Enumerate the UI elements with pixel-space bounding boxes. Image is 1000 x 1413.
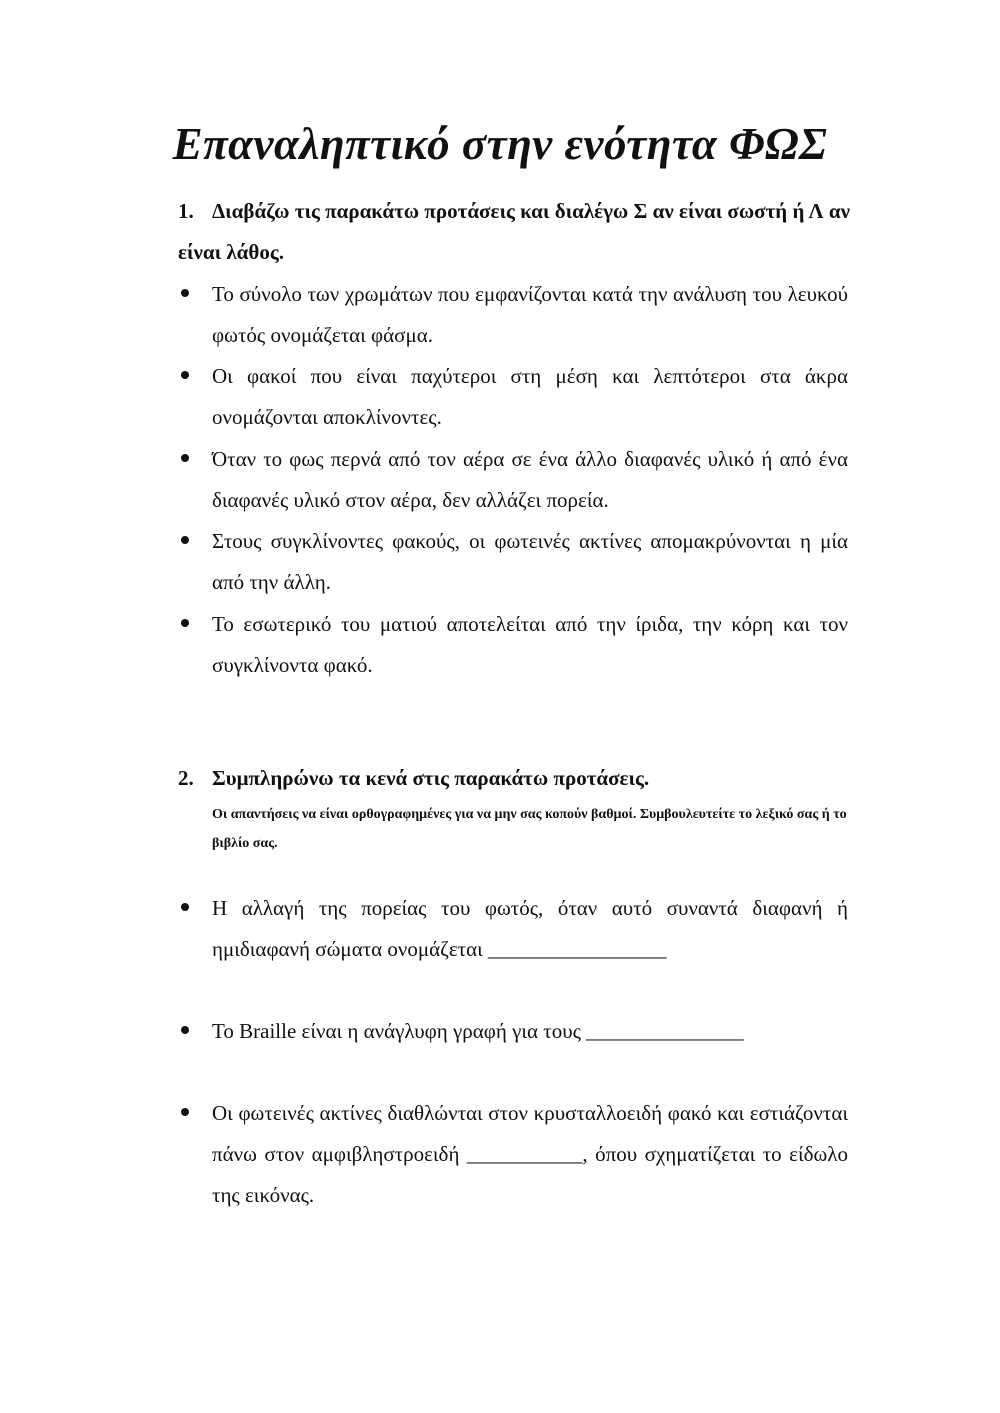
page-title: Επαναληπτικό στην ενότητα ΦΩΣ — [172, 119, 828, 169]
bullet-icon — [181, 903, 189, 911]
statement-text: Το εσωτερικό του ματιού αποτελείται από την ίριδα, την κόρη και τον συγκλίνοντα φακό. — [212, 612, 848, 677]
list-item — [212, 274, 848, 356]
statement-text: Οι φακοί που είναι παχύτεροι στη μέση και λεπτότεροι στα άκρα ονομάζονται αποκλίνοντες. — [212, 364, 848, 429]
section-2-number: 2. — [178, 766, 194, 790]
list-item — [212, 356, 848, 438]
bullet-icon — [181, 454, 189, 462]
section-2-instruction-text: Συμπληρώνω τα κενά στις παρακάτω προτάσεις. — [212, 766, 650, 790]
statement-text: Στους συγκλίνοντες φακούς, οι φωτεινές ακτίνες απομακρύνονται η μία από την άλλη. — [212, 529, 848, 594]
section-1-instruction-text: Διαβάζω τις παρακάτω προτάσεις και διαλέγω Σ αν είναι σωστή ή Λ αν είναι λάθος. — [178, 199, 850, 264]
list-item — [212, 888, 848, 970]
list-item — [212, 1093, 848, 1216]
statement-text: Το σύνολο των χρωμάτων που εμφανίζονται κατά την ανάλυση του λευκού φωτός ονομάζεται φάσμα. — [212, 282, 848, 347]
bullet-icon — [181, 289, 189, 297]
list-item — [212, 604, 848, 686]
bullet-icon — [181, 1108, 189, 1116]
section-1-number: 1. — [178, 199, 194, 223]
statement-text: Όταν το φως περνά από τον αέρα σε ένα άλλο διαφανές υλικό ή από ένα διαφανές υλικό στον αέρα, δεν αλλάζει πορεία. — [212, 447, 848, 512]
list-item — [212, 521, 848, 603]
fill-in-text: Η αλλαγή της πορείας του φωτός, όταν αυτό συναντά διαφανή ή ημιδιαφανή σώματα ονομάζεται _________________ — [212, 896, 848, 961]
bullet-icon — [181, 619, 189, 627]
bullet-icon — [181, 536, 189, 544]
fill-in-text: Το Braille είναι η ανάγλυφη γραφή για τους _______________ — [212, 1019, 744, 1043]
bullet-icon — [181, 371, 189, 379]
section-1-instruction — [178, 191, 850, 273]
list-item — [212, 1011, 848, 1052]
section-2-note: Οι απαντήσεις να είναι ορθογραφημένες για να μην σας κοπούν βαθμοί. Συμβουλευτείτε το λεξικό σας ή το βιβλίο σας. — [212, 807, 847, 851]
bullet-icon — [181, 1026, 189, 1034]
section-2-instruction — [178, 758, 850, 799]
list-item — [212, 439, 848, 521]
fill-in-text: Οι φωτεινές ακτίνες διαθλώνται στον κρυσταλλοειδή φακό και εστιάζονται πάνω στον αμφιβληστροειδή ___________, όπου σχηματίζεται το είδωλο της εικόνας. — [212, 1101, 848, 1207]
